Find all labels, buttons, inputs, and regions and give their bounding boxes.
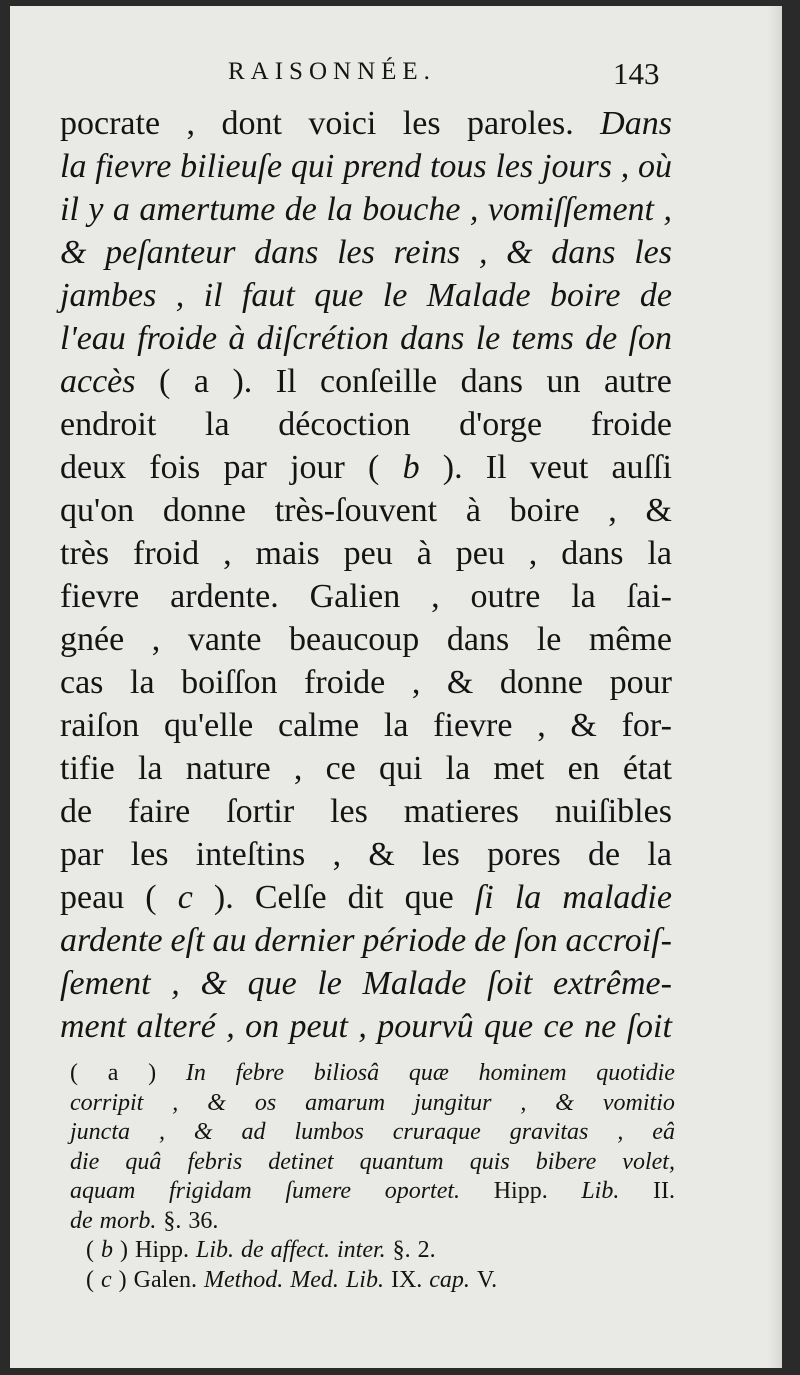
word: ( (145, 879, 157, 916)
text-line (60, 790, 672, 833)
word: ment (60, 1008, 127, 1045)
text-line (60, 661, 672, 704)
word: les (337, 234, 375, 271)
word: Lib. (581, 1178, 620, 1204)
word: ſoit (626, 1008, 672, 1045)
word: & (506, 234, 533, 271)
word: febris (187, 1148, 243, 1175)
word: Method. (203, 1266, 284, 1293)
word: vomiſſement (487, 191, 654, 228)
word: décoction (278, 406, 411, 443)
word: eâ (652, 1119, 675, 1145)
word: Malade (362, 965, 467, 1002)
word: peut (289, 1008, 349, 1045)
word: de (70, 1207, 93, 1234)
word: & (645, 492, 672, 529)
word: ( (86, 1266, 94, 1293)
word: biliosâ (313, 1060, 380, 1086)
text-line (60, 833, 672, 876)
word: bilieuſe (180, 148, 283, 185)
word: Il (275, 363, 297, 400)
word: Med. (290, 1266, 339, 1293)
word: matieres (403, 793, 519, 830)
word: Galien (309, 578, 401, 615)
word: , (469, 191, 479, 228)
word: , (617, 1119, 624, 1145)
word: morb. (99, 1207, 157, 1234)
word: dans (400, 320, 465, 357)
word: accroiſ- (565, 922, 672, 959)
word: dans (460, 363, 523, 400)
word: état (622, 750, 672, 787)
word: les (130, 836, 169, 873)
word: & (446, 664, 474, 701)
word: ſi (474, 879, 494, 916)
word: très-ſouvent (274, 492, 438, 529)
word: la (514, 879, 542, 916)
word: §. (392, 1237, 411, 1263)
text-line (60, 489, 672, 532)
word: met (493, 750, 545, 787)
word: , (226, 1008, 235, 1045)
word: il (203, 277, 223, 314)
word: amarum (305, 1089, 386, 1116)
word: & (200, 965, 227, 1002)
word: Galen. (133, 1266, 197, 1293)
word: froide (137, 320, 218, 357)
word: tous (429, 148, 487, 185)
word: dont (221, 105, 282, 142)
footnotes-block (70, 1059, 675, 1295)
word: boire (509, 492, 580, 529)
word: ne (584, 1008, 617, 1045)
word: bouche (362, 191, 461, 228)
word: cas (60, 664, 104, 701)
word: qu'on (60, 492, 135, 529)
word: Hipp. (493, 1178, 548, 1204)
word: febre (235, 1060, 285, 1086)
word: , (431, 578, 440, 615)
word: a (193, 363, 209, 400)
word: & (207, 1089, 226, 1116)
word: faire (128, 793, 191, 830)
text-line (60, 274, 672, 317)
word: peſanteur (105, 234, 236, 271)
word: a (107, 1060, 119, 1086)
word: boiſſon (181, 664, 278, 701)
word: fievre (433, 707, 513, 744)
word: un (546, 363, 581, 400)
word: d'orge (459, 406, 543, 443)
word: , (332, 836, 342, 873)
word: ) (118, 1266, 127, 1293)
word: à (228, 320, 246, 357)
word: , (293, 750, 303, 787)
word: vante (187, 621, 262, 658)
word: , (151, 621, 161, 658)
word: pores (487, 836, 561, 873)
word: hominem (478, 1060, 567, 1086)
word: en (567, 750, 600, 787)
word: bibere (535, 1148, 597, 1175)
word: accès (60, 363, 136, 400)
word: , (223, 535, 232, 572)
word: froid (133, 535, 200, 572)
word: ) (148, 1060, 157, 1086)
word: jour (290, 449, 345, 486)
word: V. (476, 1266, 498, 1293)
page-number: 143 (613, 56, 660, 91)
word: inteſtins (195, 836, 306, 873)
word: quotidie (596, 1060, 675, 1086)
word: ad (241, 1119, 266, 1145)
text-line (60, 876, 672, 919)
word: dernier (254, 922, 355, 959)
main-text-block (60, 102, 672, 1048)
word: nature (185, 750, 271, 787)
word: voici (308, 105, 377, 142)
word: la (326, 191, 353, 228)
word: Hipp. (135, 1237, 189, 1263)
word: , (478, 234, 488, 271)
word: , (171, 965, 180, 1002)
word: dans (551, 234, 616, 271)
word: IX. (390, 1266, 423, 1293)
word: 36. (188, 1207, 219, 1234)
word: de (585, 320, 618, 357)
word: les (422, 836, 460, 873)
word: où (638, 148, 672, 185)
text-line (60, 575, 672, 618)
word: la (647, 535, 672, 572)
word: jungitur (414, 1089, 492, 1116)
word: beaucoup (289, 621, 420, 658)
word: il (60, 191, 79, 228)
word: corripit (70, 1089, 144, 1116)
word: fievre (60, 578, 140, 615)
word: les (402, 105, 441, 142)
word: de (474, 922, 507, 959)
word: ſai- (626, 578, 672, 615)
word: qui (378, 750, 423, 787)
word: frigidam (168, 1178, 252, 1204)
word: quæ (408, 1060, 449, 1086)
word: la (647, 836, 672, 873)
word: II. (652, 1178, 675, 1204)
text-line (60, 231, 672, 274)
word: pocrate (60, 105, 161, 142)
word: gravitas (509, 1119, 589, 1145)
word: ( (86, 1237, 94, 1263)
word: ce (325, 750, 356, 787)
word: & (60, 234, 87, 271)
word: les (330, 793, 368, 830)
word: calme (277, 707, 360, 744)
word: ſumere (285, 1178, 352, 1204)
word: ce (543, 1008, 574, 1045)
word: ſon (628, 320, 672, 357)
word: Il (485, 449, 507, 486)
word: die (70, 1148, 100, 1175)
word: jours (542, 148, 612, 185)
word: cruraque (392, 1119, 481, 1145)
word: le (475, 320, 501, 357)
word: volet, (622, 1148, 675, 1175)
word: les (495, 148, 534, 185)
running-head: RAISONNÉE. (228, 58, 436, 85)
word: , (158, 1119, 165, 1145)
text-line (70, 1089, 675, 1119)
word: ( (368, 449, 380, 486)
word: on (245, 1008, 280, 1045)
word: faut (241, 277, 295, 314)
word: ). (442, 449, 463, 486)
word: , (175, 277, 185, 314)
word: les (634, 234, 672, 271)
word: le (317, 965, 342, 1002)
text-line (60, 360, 672, 403)
word: maladie (562, 879, 672, 916)
word: veut (529, 449, 589, 486)
word: quantum (359, 1148, 444, 1175)
word: a (112, 191, 130, 228)
word: affect. (270, 1237, 330, 1263)
word: paroles. (467, 105, 574, 142)
word: la (571, 578, 596, 615)
word: quâ (125, 1148, 162, 1175)
word: quis (469, 1148, 510, 1175)
word: nuiſibles (554, 793, 672, 830)
word: & (555, 1089, 574, 1116)
word: & (368, 836, 395, 873)
word: peau (60, 879, 125, 916)
word: froide (590, 406, 672, 443)
word: alteré (136, 1008, 216, 1045)
word: ſon (514, 922, 558, 959)
word: gnée (60, 621, 125, 658)
word: Lib. (196, 1237, 235, 1263)
word: inter. (336, 1237, 386, 1263)
word: ) (120, 1237, 128, 1263)
word: c (177, 879, 193, 916)
word: ( (159, 363, 171, 400)
word: période (362, 922, 467, 959)
word: peu (455, 535, 505, 572)
text-line (60, 532, 672, 575)
word: ſoit (487, 965, 533, 1002)
word: ). (232, 363, 253, 400)
word: endroit (60, 406, 157, 443)
word: Dans (600, 105, 672, 142)
word: jambes (60, 277, 157, 314)
word: c (101, 1266, 112, 1293)
word: que (484, 1008, 534, 1045)
text-line (60, 446, 672, 489)
word: de (639, 277, 672, 314)
word: la (130, 664, 155, 701)
text-line (60, 188, 672, 231)
word: mais (255, 535, 320, 572)
word: 2. (417, 1237, 436, 1263)
word: , (358, 1008, 367, 1045)
word: , (537, 707, 546, 744)
word: lumbos (294, 1119, 364, 1145)
word: le (536, 621, 562, 658)
word: ( (70, 1060, 78, 1086)
text-line (60, 317, 672, 360)
word: outre (470, 578, 541, 615)
word: donne (162, 492, 246, 529)
word: oportet. (384, 1178, 461, 1204)
word: & (570, 707, 597, 744)
word: Lib. (345, 1266, 384, 1293)
word: de (588, 836, 621, 873)
text-line (70, 1059, 675, 1089)
text-line (60, 919, 672, 962)
text-line (70, 1207, 675, 1237)
word: eſt (170, 922, 205, 959)
text-line (70, 1177, 675, 1207)
word: vomitio (602, 1089, 675, 1116)
word: à (465, 492, 481, 529)
word: for- (621, 707, 672, 744)
text-line (60, 1005, 672, 1048)
word: ). (213, 879, 234, 916)
word: b (101, 1237, 113, 1263)
text-line (70, 1148, 675, 1178)
word: aquam (70, 1178, 136, 1204)
word: peu (343, 535, 393, 572)
word: , (620, 148, 630, 185)
page-header (10, 58, 782, 102)
word: cap. (429, 1266, 470, 1293)
word: à (416, 535, 432, 572)
word: de (284, 191, 317, 228)
text-line (60, 704, 672, 747)
word: ardente (60, 922, 163, 959)
text-line (70, 1118, 675, 1148)
word: os (254, 1089, 277, 1116)
text-line (60, 618, 672, 661)
book-page (10, 6, 782, 1368)
word: ſement (60, 965, 151, 1002)
word: de (60, 793, 93, 830)
word: juncta (70, 1119, 130, 1145)
word: pourvû (377, 1008, 474, 1045)
word: que (404, 879, 454, 916)
word: fois (149, 449, 201, 486)
word: dans (446, 621, 510, 658)
text-line (60, 962, 672, 1005)
word: très (60, 535, 110, 572)
word: tifie (60, 750, 115, 787)
text-line (60, 145, 672, 188)
text-line (70, 1266, 675, 1296)
word: ardente. (170, 578, 279, 615)
text-line (60, 102, 672, 145)
word: donne (499, 664, 584, 701)
word: ſortir (226, 793, 295, 830)
word: auſſi (611, 449, 672, 486)
word: la (60, 148, 87, 185)
word: la (445, 750, 471, 787)
word: la (383, 707, 409, 744)
word: froide (304, 664, 386, 701)
word: au (212, 922, 247, 959)
word: detinet (268, 1148, 334, 1175)
word: y (88, 191, 104, 228)
word: la (137, 750, 163, 787)
text-line (70, 1236, 675, 1266)
word: boire (549, 277, 621, 314)
word: Malade (426, 277, 531, 314)
word: reins (393, 234, 461, 271)
word: fievre (95, 148, 172, 185)
word: par (223, 449, 267, 486)
word: de (241, 1237, 264, 1263)
word: diſcrétion (256, 320, 389, 357)
word: autre (603, 363, 672, 400)
word: le (382, 277, 408, 314)
word: , (663, 191, 672, 228)
word: extrême- (553, 965, 672, 1002)
word: qu'elle (164, 707, 254, 744)
word: même (588, 621, 672, 658)
word: la (205, 406, 230, 443)
word: , (608, 492, 617, 529)
word: conſeille (320, 363, 438, 400)
word: que (314, 277, 364, 314)
word: , (411, 664, 421, 701)
word: Celſe (254, 879, 327, 916)
word: tems (511, 320, 574, 357)
word: l'eau (60, 320, 126, 357)
word: , (172, 1089, 179, 1116)
word: raiſon (60, 707, 140, 744)
word: amertume (139, 191, 276, 228)
word: , (520, 1089, 527, 1116)
word: par (60, 836, 104, 873)
word: que (247, 965, 297, 1002)
page-edge-shadow (768, 6, 782, 1368)
word: , (528, 535, 538, 572)
word: dans (561, 535, 624, 572)
word: , (186, 105, 195, 142)
word: & (193, 1119, 213, 1145)
word: qui (290, 148, 335, 185)
word: dit (347, 879, 384, 916)
word: deux (60, 449, 127, 486)
text-line (60, 403, 672, 446)
word: In (185, 1060, 206, 1086)
word: pour (609, 664, 672, 701)
word: prend (343, 148, 422, 185)
word: dans (254, 234, 319, 271)
word: b (402, 449, 420, 486)
text-line (60, 747, 672, 790)
word: §. (163, 1207, 182, 1234)
